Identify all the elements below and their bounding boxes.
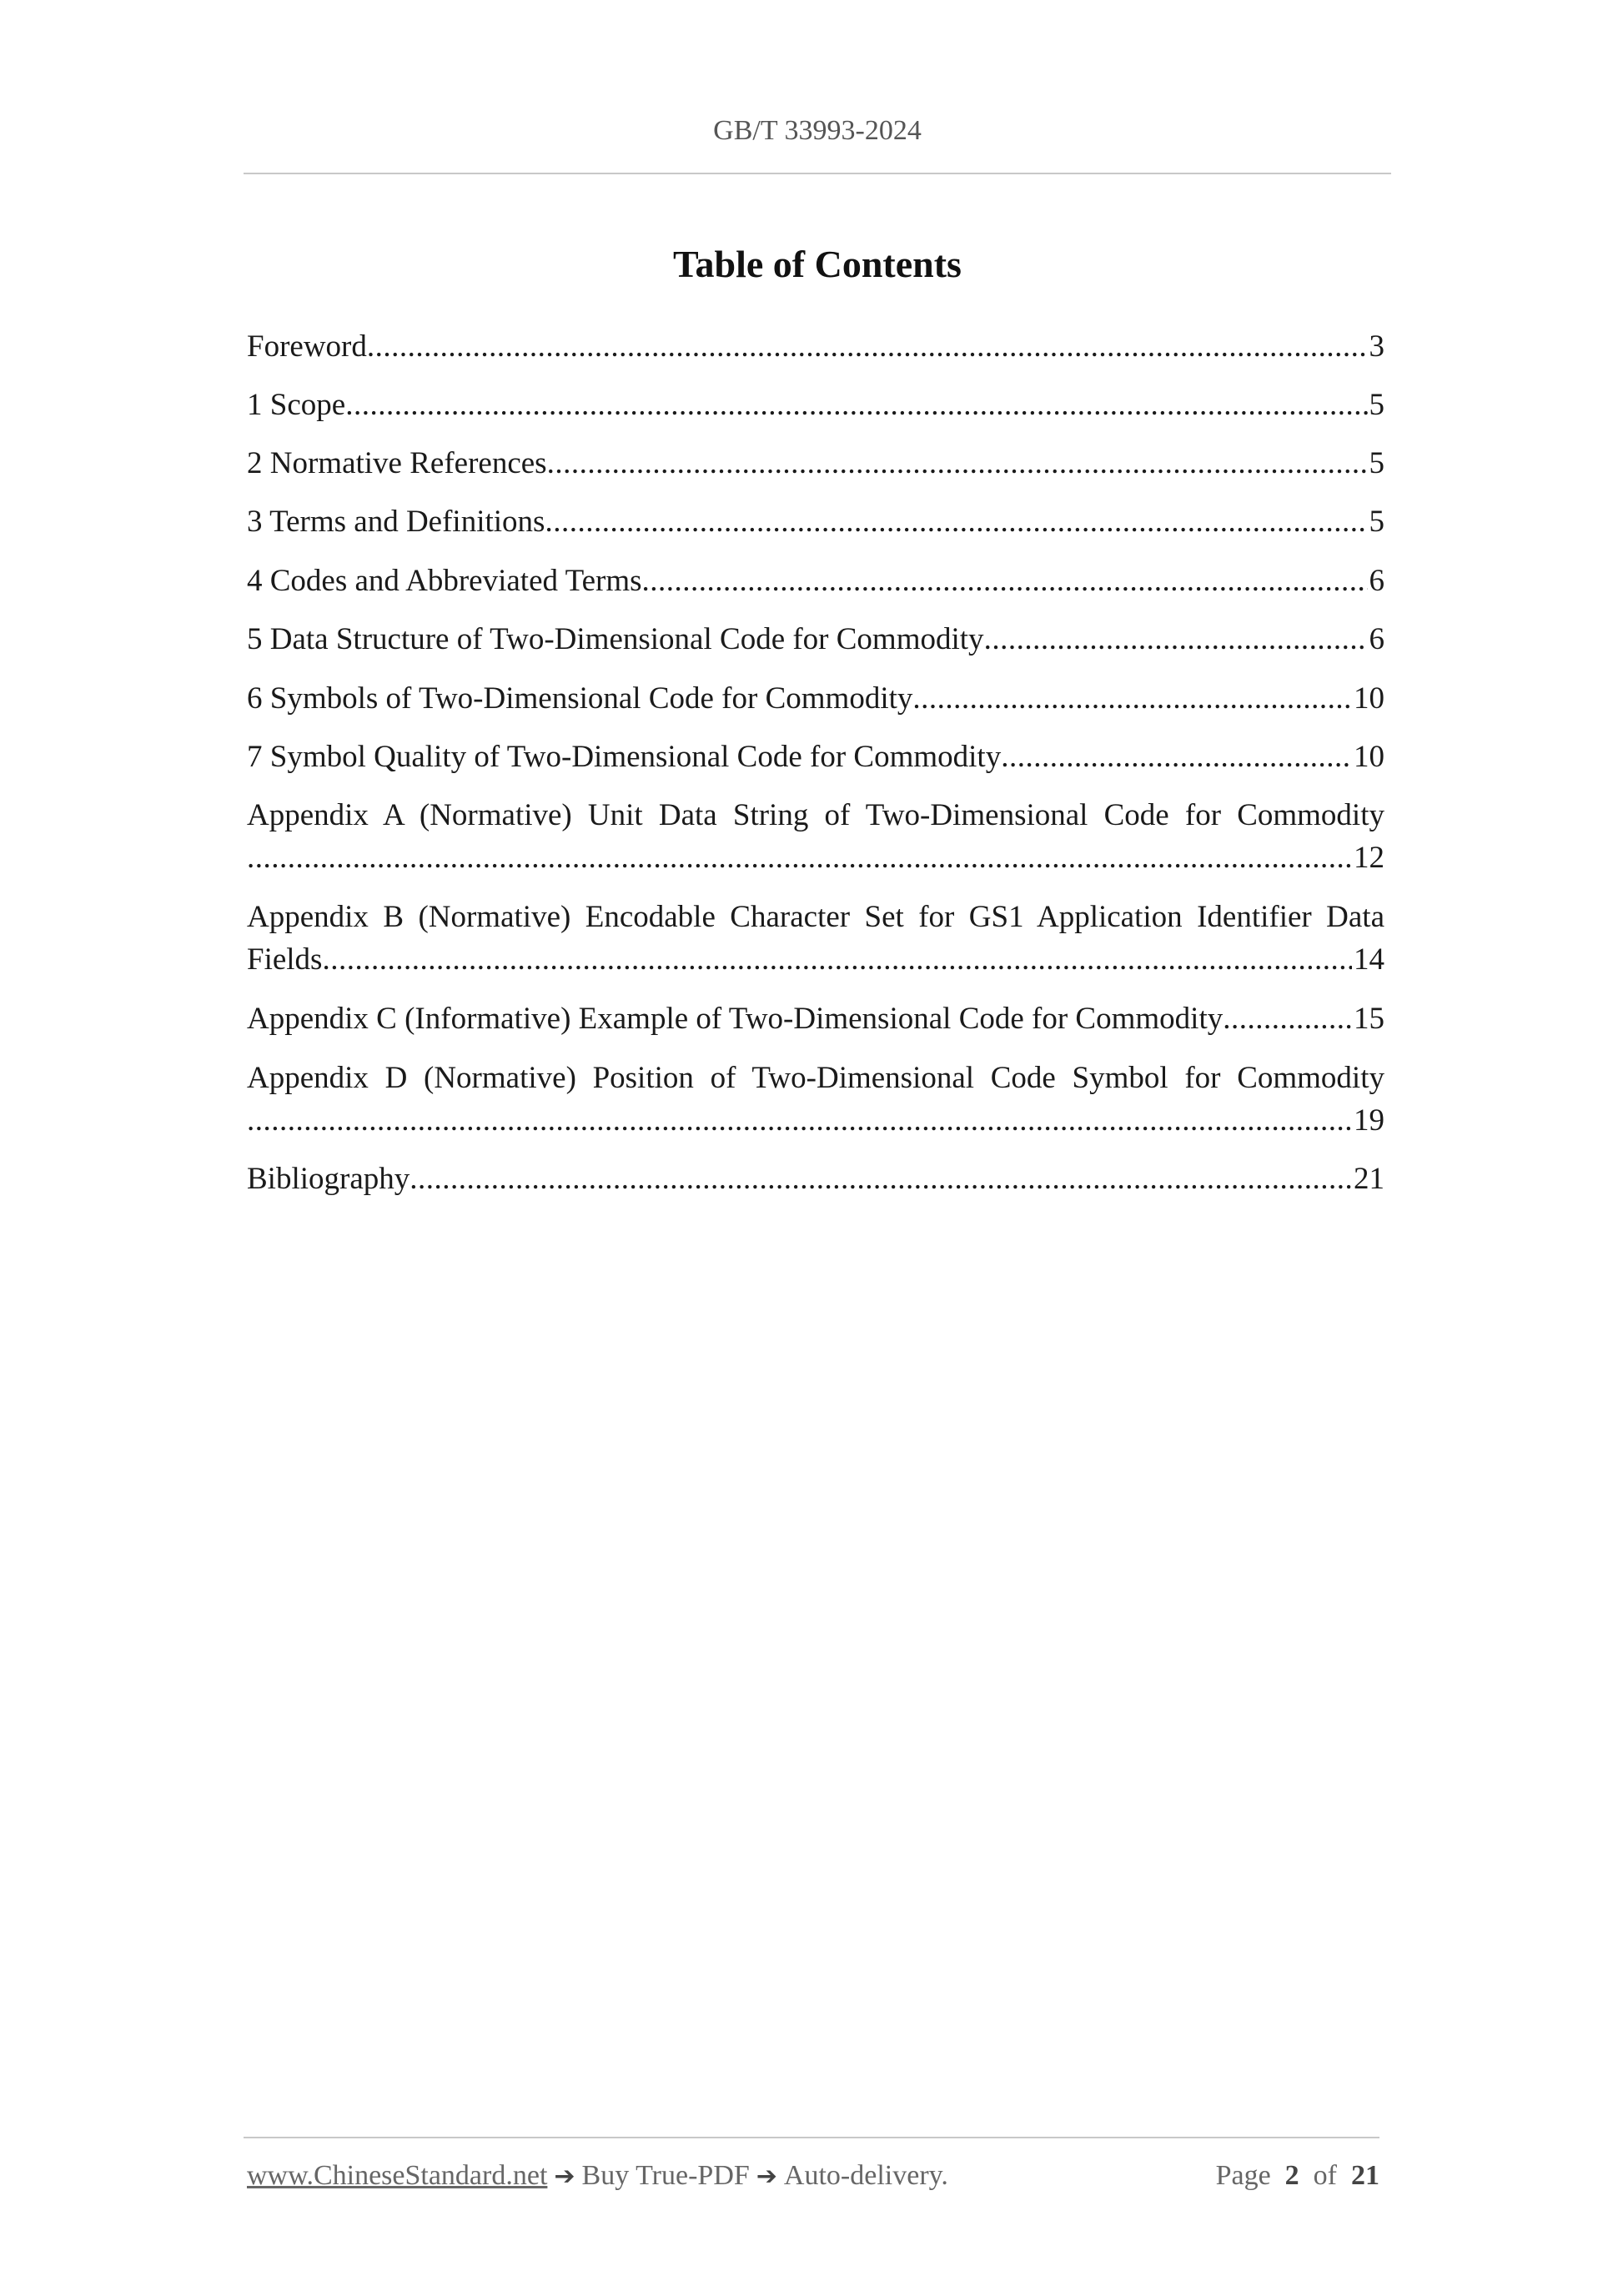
dot-leader <box>410 1158 1352 1200</box>
toc-entry-appendix-a[interactable] <box>247 794 1384 879</box>
toc-entry-symbol-quality[interactable] <box>247 736 1384 778</box>
toc-entry-page: 5 <box>1369 388 1384 422</box>
toc-entry-page: 5 <box>1369 446 1384 480</box>
toc-entry-page: 6 <box>1369 564 1384 598</box>
page-indicator <box>1216 2160 1379 2192</box>
toc-entry-page: 5 <box>1369 505 1384 539</box>
document-id: GB/T 33993-2024 <box>713 115 922 146</box>
toc-entry-label: 1 Scope <box>247 388 346 422</box>
toc-entry-appendix-b[interactable] <box>247 896 1384 981</box>
toc-entry-page: 21 <box>1354 1162 1384 1196</box>
toc-entry-label: 3 Terms and Definitions <box>247 505 545 539</box>
dot-leader <box>545 500 1367 543</box>
buy-text: Buy True-PDF <box>581 2160 750 2191</box>
toc-entry-page: 14 <box>1354 942 1384 977</box>
toc-entry-page: 10 <box>1354 681 1384 716</box>
dot-leader <box>345 384 1367 426</box>
document-header <box>244 115 1391 147</box>
toc-entry-label: Appendix B (Normative) Encodable Character Set for GS1 Application Identifier Data <box>247 900 1384 934</box>
toc-entry-appendix-c[interactable] <box>247 997 1384 1040</box>
toc-entry-label: Foreword <box>247 329 367 364</box>
dot-leader <box>247 837 1352 879</box>
toc-entry-label: Bibliography <box>247 1162 410 1196</box>
toc-entry-label: 6 Symbols of Two-Dimensional Code for Commodity <box>247 681 913 716</box>
toc-entry-symbols[interactable] <box>247 677 1384 720</box>
page-of: of <box>1313 2160 1337 2191</box>
toc-entry-foreword[interactable] <box>247 325 1384 368</box>
toc-entry-scope[interactable] <box>247 384 1384 426</box>
toc-entry-bibliography[interactable] <box>247 1158 1384 1200</box>
toc-entry-label: 5 Data Structure of Two-Dimensional Code for Commodity <box>247 622 984 656</box>
toc-entry-codes-and-abbreviated-terms[interactable] <box>247 560 1384 602</box>
site-link[interactable]: www.ChineseStandard.net <box>247 2160 548 2191</box>
toc-entry-page: 6 <box>1369 622 1384 656</box>
dot-leader <box>247 1099 1352 1142</box>
toc-entry-page: 19 <box>1354 1103 1384 1138</box>
toc-entry-data-structure[interactable] <box>247 618 1384 661</box>
dot-leader <box>547 442 1368 485</box>
toc-entry-label: Appendix A (Normative) Unit Data String of Two-Dimensional Code for Commodity <box>247 798 1384 832</box>
arrow-right-icon: ➔ <box>554 2162 575 2191</box>
dot-leader <box>912 677 1352 720</box>
footer-promo <box>247 2160 948 2192</box>
toc-entry-page: 15 <box>1354 1002 1384 1036</box>
toc-entry-normative-references[interactable] <box>247 442 1384 485</box>
toc-entry-label: 4 Codes and Abbreviated Terms <box>247 564 642 598</box>
page-total: 21 <box>1351 2160 1379 2191</box>
toc-entry-label: Appendix C (Informative) Example of Two-Dimensional Code for Commodity <box>247 1002 1224 1036</box>
dot-leader <box>1001 736 1352 778</box>
toc-entry-label: 7 Symbol Quality of Two-Dimensional Code for Commodity <box>247 740 1002 774</box>
toc-entry-page: 3 <box>1369 329 1384 364</box>
delivery-text: Auto-delivery. <box>783 2160 948 2191</box>
dot-leader <box>984 618 1368 661</box>
dot-leader <box>322 938 1352 981</box>
toc-entry-label-continued: Fields <box>247 942 323 977</box>
page-footer <box>247 2160 1379 2192</box>
toc-entry-appendix-d[interactable] <box>247 1057 1384 1142</box>
page-current: 2 <box>1284 2160 1299 2191</box>
toc-title: Table of Contents <box>673 243 962 285</box>
dot-leader <box>642 560 1368 602</box>
toc-entry-label: Appendix D (Normative) Position of Two-Dimensional Code Symbol for Commodity <box>247 1061 1384 1095</box>
toc-entry-label: 2 Normative References <box>247 446 547 480</box>
header-divider <box>244 173 1391 174</box>
toc-entry-page: 10 <box>1354 740 1384 774</box>
dot-leader <box>1223 997 1352 1040</box>
footer-divider <box>244 2137 1379 2138</box>
page-prefix: Page <box>1215 2160 1271 2191</box>
dot-leader <box>367 325 1368 368</box>
arrow-right-icon: ➔ <box>756 2162 777 2191</box>
toc-entry-terms-and-definitions[interactable] <box>247 500 1384 543</box>
toc-entry-page: 12 <box>1354 841 1384 875</box>
